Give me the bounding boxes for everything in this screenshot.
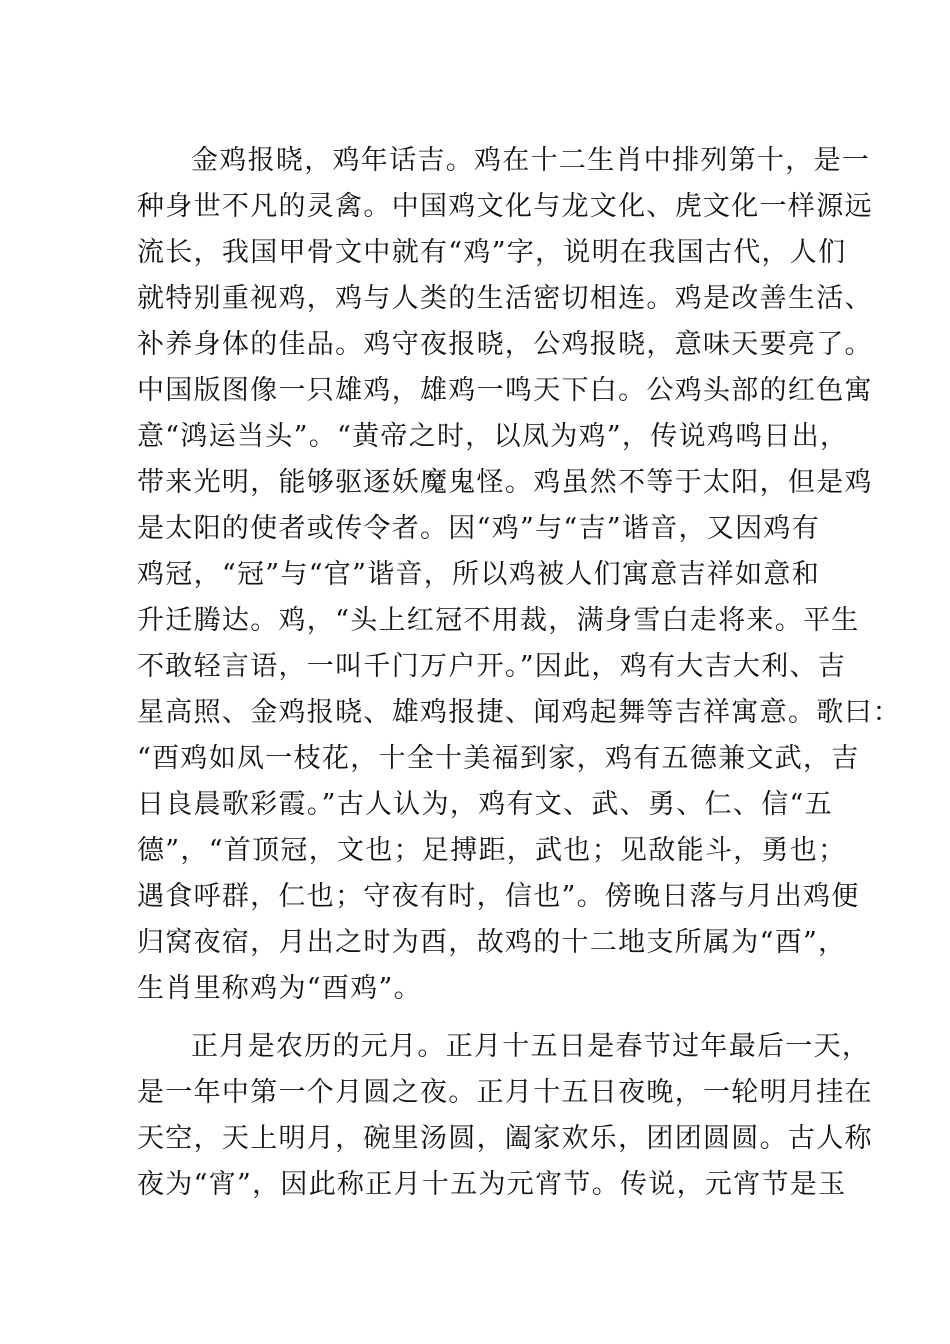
text-line: 日良晨歌彩霞。”古人认为，鸡有文、武、勇、仁、信“五	[137, 789, 833, 820]
text-line: 带来光明，能够驱逐妖魔鬼怪。鸡虽然不等于太阳，但是鸡	[137, 467, 873, 498]
text-line: 夜为“宵”，因此称正月十五为元宵节。传说，元宵节是玉	[137, 1169, 847, 1200]
text-line: 中国版图像一只雄鸡，雄鸡一鸣天下白。公鸡头部的红色寓	[137, 375, 873, 406]
text-line: 就特别重视鸡，鸡与人类的生活密切相连。鸡是改善生活、	[137, 283, 873, 314]
text-line: 归窝夜宿，月出之时为酉，故鸡的十二地支所属为“酉”，	[137, 927, 847, 958]
text-line: 鸡冠，“冠”与“官”谐音，所以鸡被人们寓意吉祥如意和	[137, 559, 821, 590]
text-line: 正月是农历的元月。正月十五日是春节过年最后一天，	[191, 1031, 871, 1062]
text-line: 金鸡报晓，鸡年话吉。鸡在十二生肖中排列第十，是一	[191, 145, 871, 176]
text-line: 天空，天上明月，碗里汤圆，阖家欢乐，团团圆圆。古人称	[137, 1123, 873, 1154]
text-line: 是太阳的使者或传令者。因“鸡”与“吉”谐音，又因鸡有	[137, 513, 821, 544]
text-line: 种身世不凡的灵禽。中国鸡文化与龙文化、虎文化一样源远	[137, 191, 873, 222]
text-line: 意“鸿运当头”。“黄帝之时，以凤为鸡”，传说鸡鸣日出，	[137, 421, 849, 452]
text-line: “酉鸡如凤一枝花，十全十美福到家，鸡有五德兼文武，吉	[137, 743, 860, 774]
paragraph-rooster	[137, 138, 902, 1012]
text-line: 补养身体的佳品。鸡守夜报晓，公鸡报晓，意味天要亮了。	[137, 329, 873, 360]
document-body	[137, 138, 902, 1208]
text-line: 流长，我国甲骨文中就有“鸡”字，说明在我国古代，人们	[137, 237, 847, 268]
text-line: 生肖里称鸡为“酉鸡”。	[137, 973, 422, 1004]
text-line: 星高照、金鸡报晓、雄鸡报捷、闻鸡起舞等吉祥寓意。歌曰：	[137, 697, 902, 728]
text-line: 遇食呼群，仁也；守夜有时，信也”。傍晚日落与月出鸡便	[137, 881, 860, 912]
text-line: 升迁腾达。鸡，“头上红冠不用裁，满身雪白走将来。平生	[137, 605, 860, 636]
text-line: 不敢轻言语，一叫千门万户开。”因此，鸡有大吉大利、吉	[137, 651, 847, 682]
paragraph-lantern-festival	[137, 1024, 873, 1208]
text-line: 是一年中第一个月圆之夜。正月十五日夜晚，一轮明月挂在	[137, 1077, 873, 1108]
text-line: 德”，“首顶冠，文也；足搏距，武也；见敌能斗，勇也；	[137, 835, 847, 866]
